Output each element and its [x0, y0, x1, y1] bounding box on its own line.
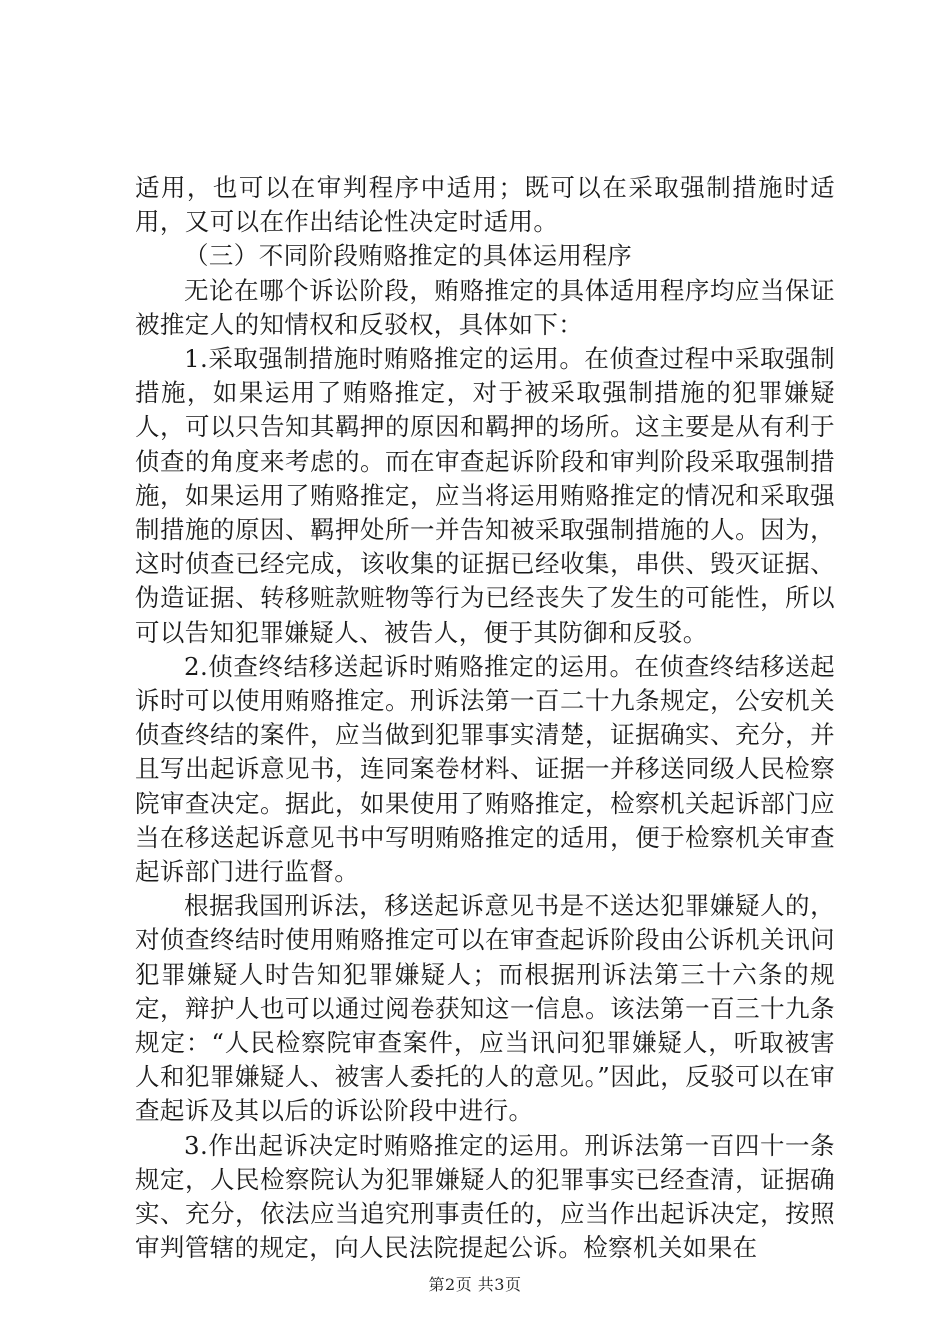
paragraph: 2.侦查终结移送起诉时贿赂推定的运用。在侦查终结移送起诉时可以使用贿赂推定。刑诉法第一百二十九条规定，公安机关侦查终结的案件，应当做到犯罪事实清楚，证据确实、充分，并且写出起诉意见书，连同案卷材料、证据一并移送同级人民检察院审查决定。据此，如果使用了贿赂推定，检察机关起诉部门应当在移送起诉意见书中写明贿赂推定的适用，便于检察机关审查起诉部门进行监督。: [135, 651, 835, 887]
paragraph: 无论在哪个诉讼阶段，贿赂推定的具体适用程序均应当保证被推定人的知情权和反驳权，具体如下：: [135, 275, 835, 339]
paragraph: 3.作出起诉决定时贿赂推定的运用。刑诉法第一百四十一条规定，人民检察院认为犯罪嫌疑人的犯罪事实已经查清，证据确实、充分，依法应当追究刑事责任的，应当作出起诉决定，按照审判管辖的规定，向人民法院提起公诉。检察机关如果在: [135, 1130, 835, 1263]
paragraph: 根据我国刑诉法，移送起诉意见书是不送达犯罪嫌疑人的，对侦查终结时使用贿赂推定可以在审查起诉阶段由公诉机关讯问犯罪嫌疑人时告知犯罪嫌疑人；而根据刑诉法第三十六条的规定，辩护人也可以通过阅卷获知这一信息。该法第一百三十九条规定：“人民检察院审查案件，应当讯问犯罪嫌疑人，听取被害人和犯罪嫌疑人、被害人委托的人的意见。”因此，反驳可以在审查起诉及其以后的诉讼阶段中进行。: [135, 891, 835, 1126]
paragraph: 适用，也可以在审判程序中适用；既可以在采取强制措施时适用，又可以在作出结论性决定时适用。: [135, 173, 835, 237]
page-footer: 第2页 共3页: [428, 1275, 522, 1294]
section-heading: （三）不同阶段贿赂推定的具体运用程序: [184, 241, 633, 271]
document-body: [135, 171, 835, 1266]
paragraph: 1.采取强制措施时贿赂推定的运用。在侦查过程中采取强制措施，如果运用了贿赂推定，对于被采取强制措施的犯罪嫌疑人，可以只告知其羁押的原因和羁押的场所。这主要是从有利于侦查的角度来考虑的。而在审查起诉阶段和审判阶段采取强制措施，如果运用了贿赂推定，应当将运用贿赂推定的情况和采取强制措施的原因、羁押处所一并告知被采取强制措施的人。因为，这时侦查已经完成，该收集的证据已经收集，串供、毁灭证据、伪造证据、转移赃款赃物等行为已经丧失了发生的可能性，所以可以告知犯罪嫌疑人、被告人，便于其防御和反驳。: [135, 344, 835, 647]
